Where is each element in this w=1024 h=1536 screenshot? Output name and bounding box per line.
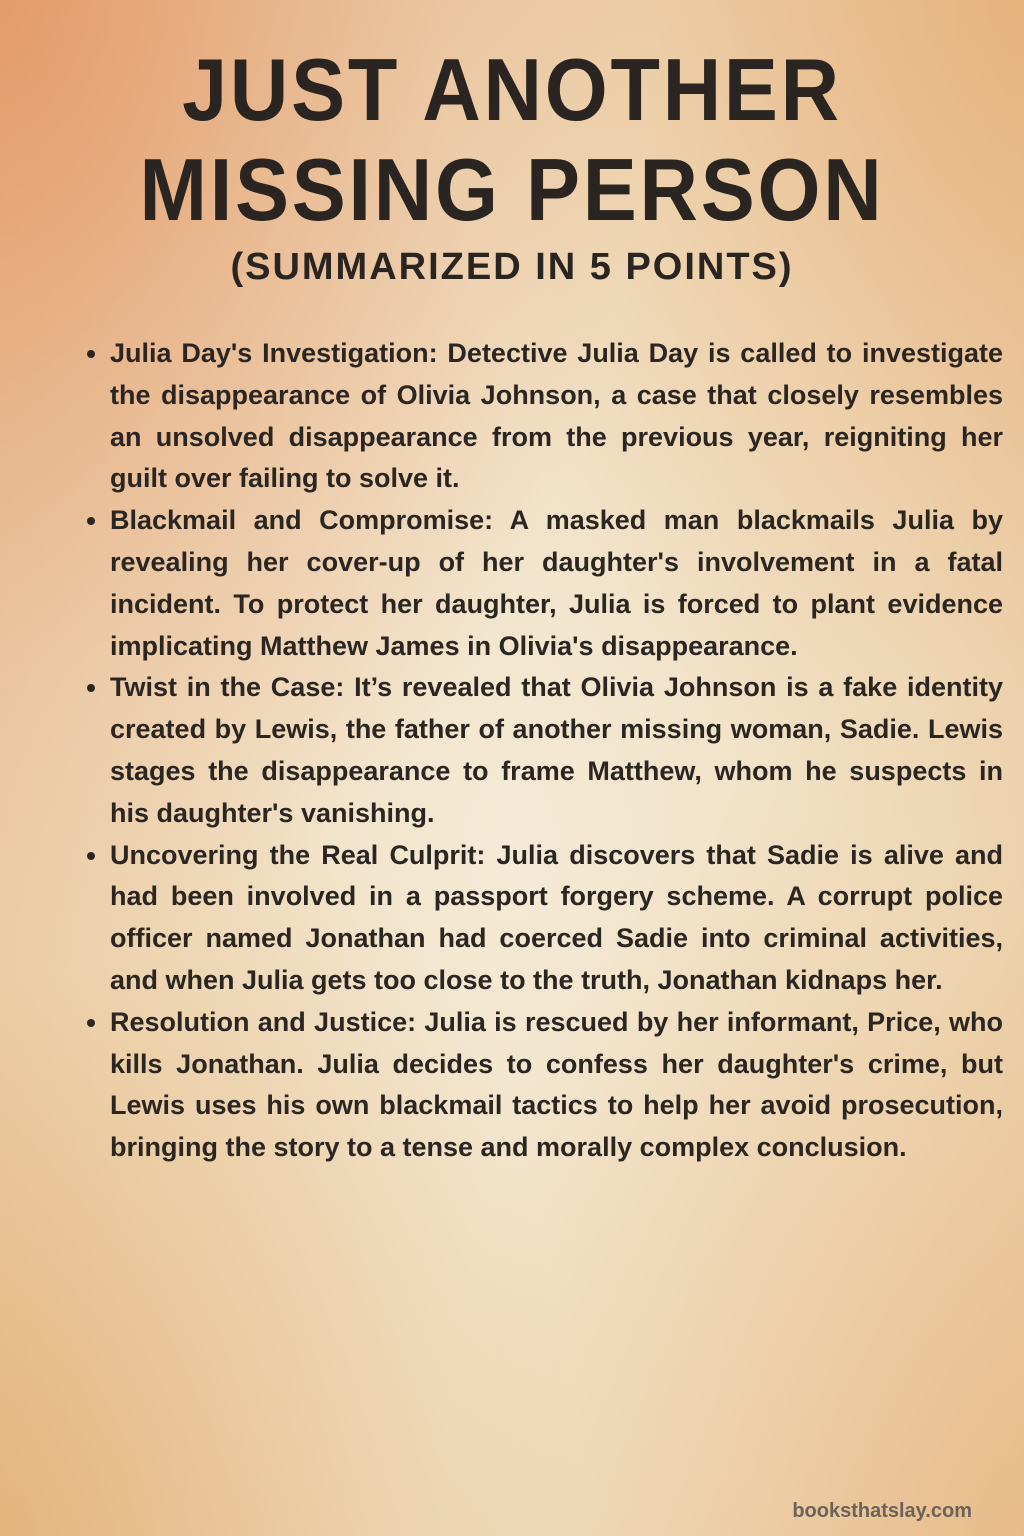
list-item: • Resolution and Justice: Julia is rescued by her informant, Price, who kills Jonathan. Julia decides to confess her daughter's crime, but Lewis uses his own blackmail tactics to help her avoid prosecution, bringing the story to a tense and morally complex conclusion.: [110, 1002, 1003, 1169]
watermark: booksthatslay.com: [792, 1500, 972, 1522]
list-item: • Blackmail and Compromise: A masked man blackmails Julia by revealing her cover-up of her daughter's involvement in a fatal incident. To protect her daughter, Julia is forced to plant evidence implicating Matthew James in Olivia's disappearance.: [110, 500, 1003, 667]
list-item: • Julia Day's Investigation: Detective Julia Day is called to investigate the disappearance of Olivia Johnson, a case that closely resembles an unsolved disappearance from the previous year, reigniting her guilt over failing to solve it.: [110, 333, 1003, 500]
list-item: • Uncovering the Real Culprit: Julia discovers that Sadie is alive and had been involved in a passport forgery scheme. A corrupt police officer named Jonathan had coerced Sadie into criminal activities, and when Julia gets too close to the truth, Jonathan kidnaps her.: [110, 835, 1003, 1002]
title-line-2: MISSING PERSON: [139, 140, 885, 239]
subtitle: (SUMMARIZED IN 5 POINTS): [230, 246, 794, 288]
title-line-1: JUST ANOTHER: [182, 40, 842, 139]
summary-list: [80, 333, 1003, 1169]
list-item: • Twist in the Case: It’s revealed that Olivia Johnson is a fake identity created by Lewis, the father of another missing woman, Sadie. Lewis stages the disappearance to frame Matthew, whom he suspects in his daughter's vanishing.: [110, 667, 1003, 834]
page-title: [41, 40, 983, 240]
